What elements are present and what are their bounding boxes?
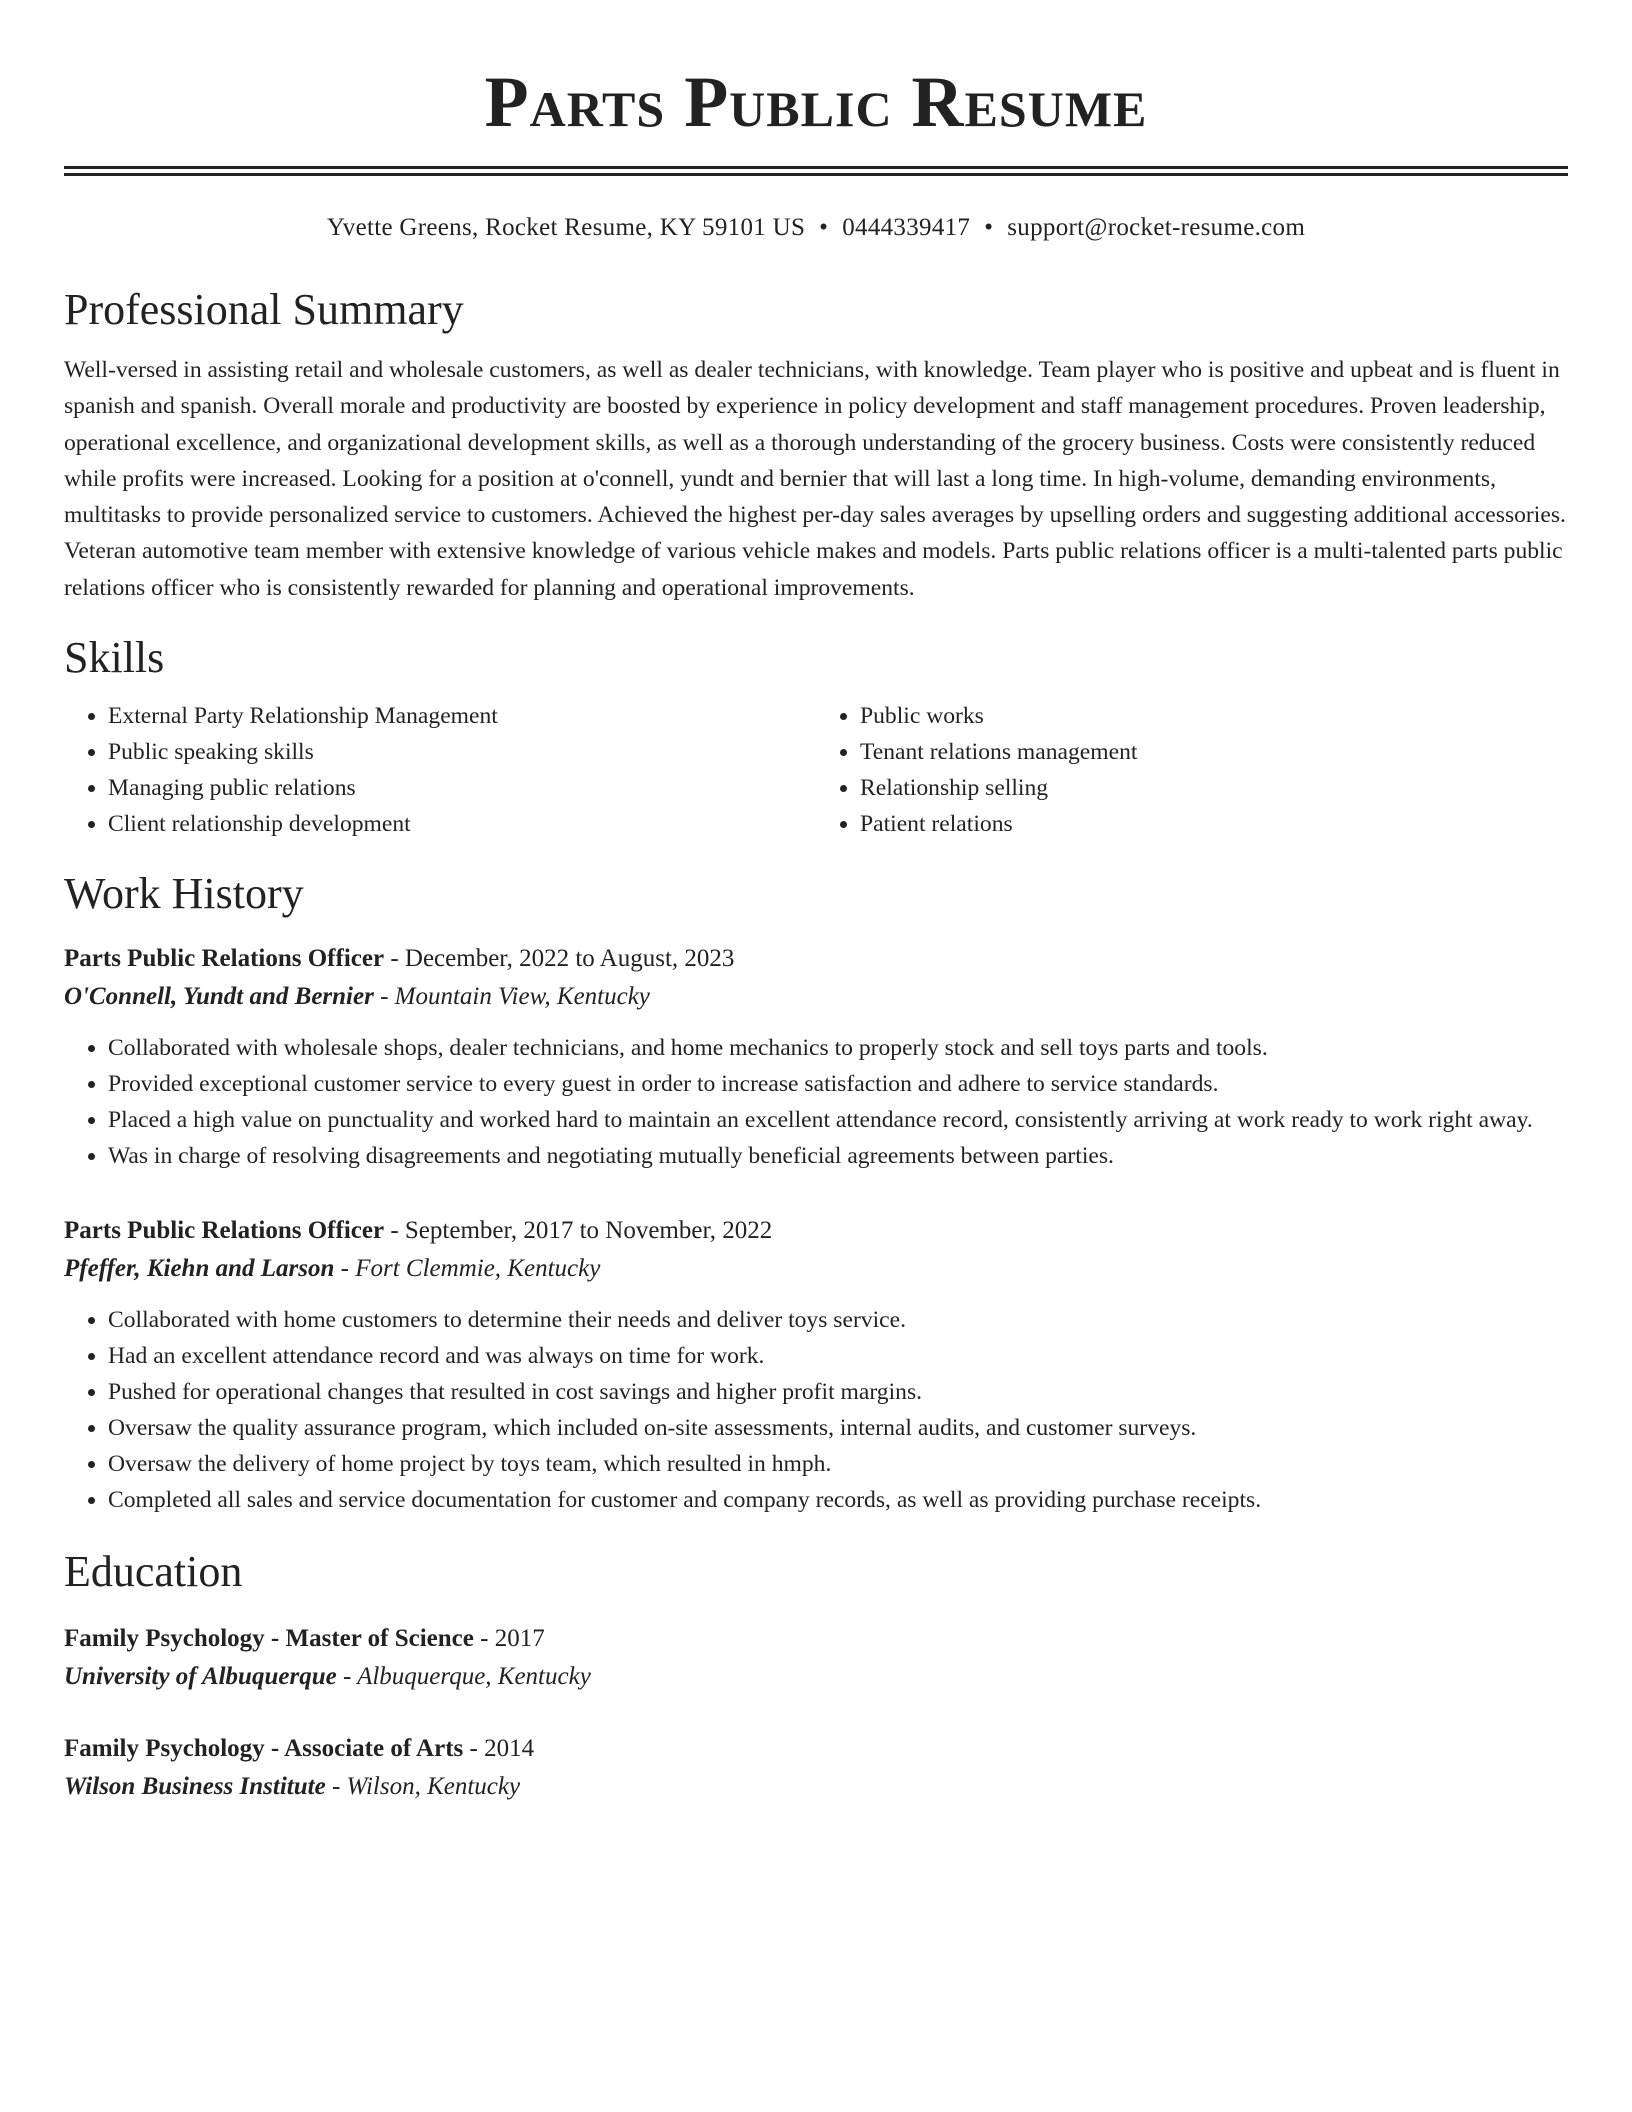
job-title: Parts Public Relations Officer [64, 1217, 385, 1245]
contact-separator: • [984, 214, 994, 241]
job-entry [64, 1212, 1568, 1518]
skill-item: • Client relationship development [108, 806, 816, 842]
school-name: University of Albuquerque [64, 1663, 337, 1691]
school-line [64, 1768, 1568, 1806]
job-company: O'Connell, Yundt and Bernier [64, 983, 374, 1011]
dash-separator: - [373, 983, 395, 1011]
contact-address: Yvette Greens, Rocket Resume, KY 59101 US [326, 214, 806, 241]
skills-list-left [64, 698, 816, 842]
skills-heading: Skills [64, 633, 165, 683]
contact-separator: • [819, 214, 829, 241]
education-entry [64, 1730, 1568, 1806]
job-location: Mountain View, Kentucky [394, 983, 650, 1011]
job-company-line [64, 1250, 1568, 1288]
job-bullet: • Had an excellent attendance record and was always on time for work. [108, 1338, 1568, 1374]
degree-year: 2017 [494, 1625, 545, 1653]
degree-line [64, 1730, 1568, 1768]
education-heading: Education [64, 1547, 243, 1597]
job-bullet: • Collaborated with wholesale shops, dealer technicians, and home mechanics to properly stock and sell toys parts and tools. [108, 1030, 1568, 1066]
skills-list-right [816, 698, 1568, 842]
dash-separator: - [384, 1217, 405, 1245]
skill-item: • Tenant relations management [860, 734, 1568, 770]
skill-item: • Managing public relations [108, 770, 816, 806]
skill-item: • Patient relations [860, 806, 1568, 842]
dash-separator: - [473, 1625, 495, 1653]
education-entry [64, 1620, 1568, 1696]
skill-item: • Public works [860, 698, 1568, 734]
job-bullet: • Oversaw the quality assurance program, which included on-site assessments, internal audits, and customer surveys. [108, 1410, 1568, 1446]
dash-separator: - [325, 1773, 347, 1801]
job-bullet: • Was in charge of resolving disagreements and negotiating mutually beneficial agreements between parties. [108, 1138, 1568, 1174]
job-title: Parts Public Relations Officer [64, 945, 385, 973]
job-title-line [64, 940, 1568, 978]
job-company-line [64, 978, 1568, 1016]
resume-title: Parts Public Resume [484, 62, 1148, 142]
job-bullets [64, 1302, 1568, 1518]
job-bullets [64, 1030, 1568, 1174]
job-bullet: • Oversaw the delivery of home project by toys team, which resulted in hmph. [108, 1446, 1568, 1482]
skill-item: • External Party Relationship Management [108, 698, 816, 734]
job-bullet: • Placed a high value on punctuality and worked hard to maintain an excellent attendance record, consistently arriving at work ready to work right away. [108, 1102, 1568, 1138]
job-company: Pfeffer, Kiehn and Larson [64, 1255, 335, 1283]
job-entry [64, 940, 1568, 1174]
job-dates: September, 2017 to November, 2022 [404, 1217, 773, 1245]
job-bullet: • Provided exceptional customer service to every guest in order to increase satisfaction and adhere to service standards. [108, 1066, 1568, 1102]
degree-name: Family Psychology - Master of Science [64, 1625, 474, 1653]
skills-columns [64, 698, 1568, 842]
degree-name: Family Psychology - Associate of Arts [64, 1735, 464, 1763]
school-name: Wilson Business Institute [64, 1773, 326, 1801]
summary-text: Well-versed in assisting retail and wholesale customers, as well as dealer technicians, with knowledge. Team player who is positive and upbeat and is fluent in spanish and spanish. Overall morale and productivity are boosted by experience in policy development and staff management procedures. Proven leadership, operational excellence, and organizational development skills, as well as a thorough understanding of the grocery business. Costs were consistently reduced while profits were increased. Looking for a position at o'connell, yundt and bernier that will last a long time. In high-volume, demanding environments, multitasks to provide personalized service to customers. Achieved the highest per-day sales averages by upselling orders and suggesting additional accessories. Veteran automotive team member with extensive knowledge of various vehicle makes and models. Parts public relations officer is a multi-talented parts public relations officer who is consistently rewarded for planning and operational improvements. [64, 357, 1566, 601]
skill-item: • Public speaking skills [108, 734, 816, 770]
contact-phone: 0444339417 [842, 214, 971, 241]
school-location: Wilson, Kentucky [346, 1773, 521, 1801]
school-location: Albuquerque, Kentucky [357, 1663, 591, 1691]
degree-year: 2014 [484, 1735, 535, 1763]
dash-separator: - [336, 1663, 358, 1691]
job-title-line [64, 1212, 1568, 1250]
title-double-rule [64, 166, 1568, 176]
dash-separator: - [334, 1255, 356, 1283]
contact-line [64, 212, 1568, 244]
job-location: Fort Clemmie, Kentucky [355, 1255, 601, 1283]
degree-line [64, 1620, 1568, 1658]
dash-separator: - [463, 1735, 485, 1763]
job-dates: December, 2022 to August, 2023 [404, 945, 735, 973]
work-history-heading: Work History [64, 869, 304, 919]
skill-item: • Relationship selling [860, 770, 1568, 806]
job-bullet: • Collaborated with home customers to determine their needs and deliver toys service. [108, 1302, 1568, 1338]
contact-email: support@rocket-resume.com [1007, 214, 1306, 241]
school-line [64, 1658, 1568, 1696]
dash-separator: - [384, 945, 405, 973]
job-bullet: • Pushed for operational changes that resulted in cost savings and higher profit margins. [108, 1374, 1568, 1410]
summary-heading: Professional Summary [64, 285, 464, 334]
job-bullet: • Completed all sales and service documentation for customer and company records, as well as providing purchase receipts. [108, 1482, 1568, 1518]
